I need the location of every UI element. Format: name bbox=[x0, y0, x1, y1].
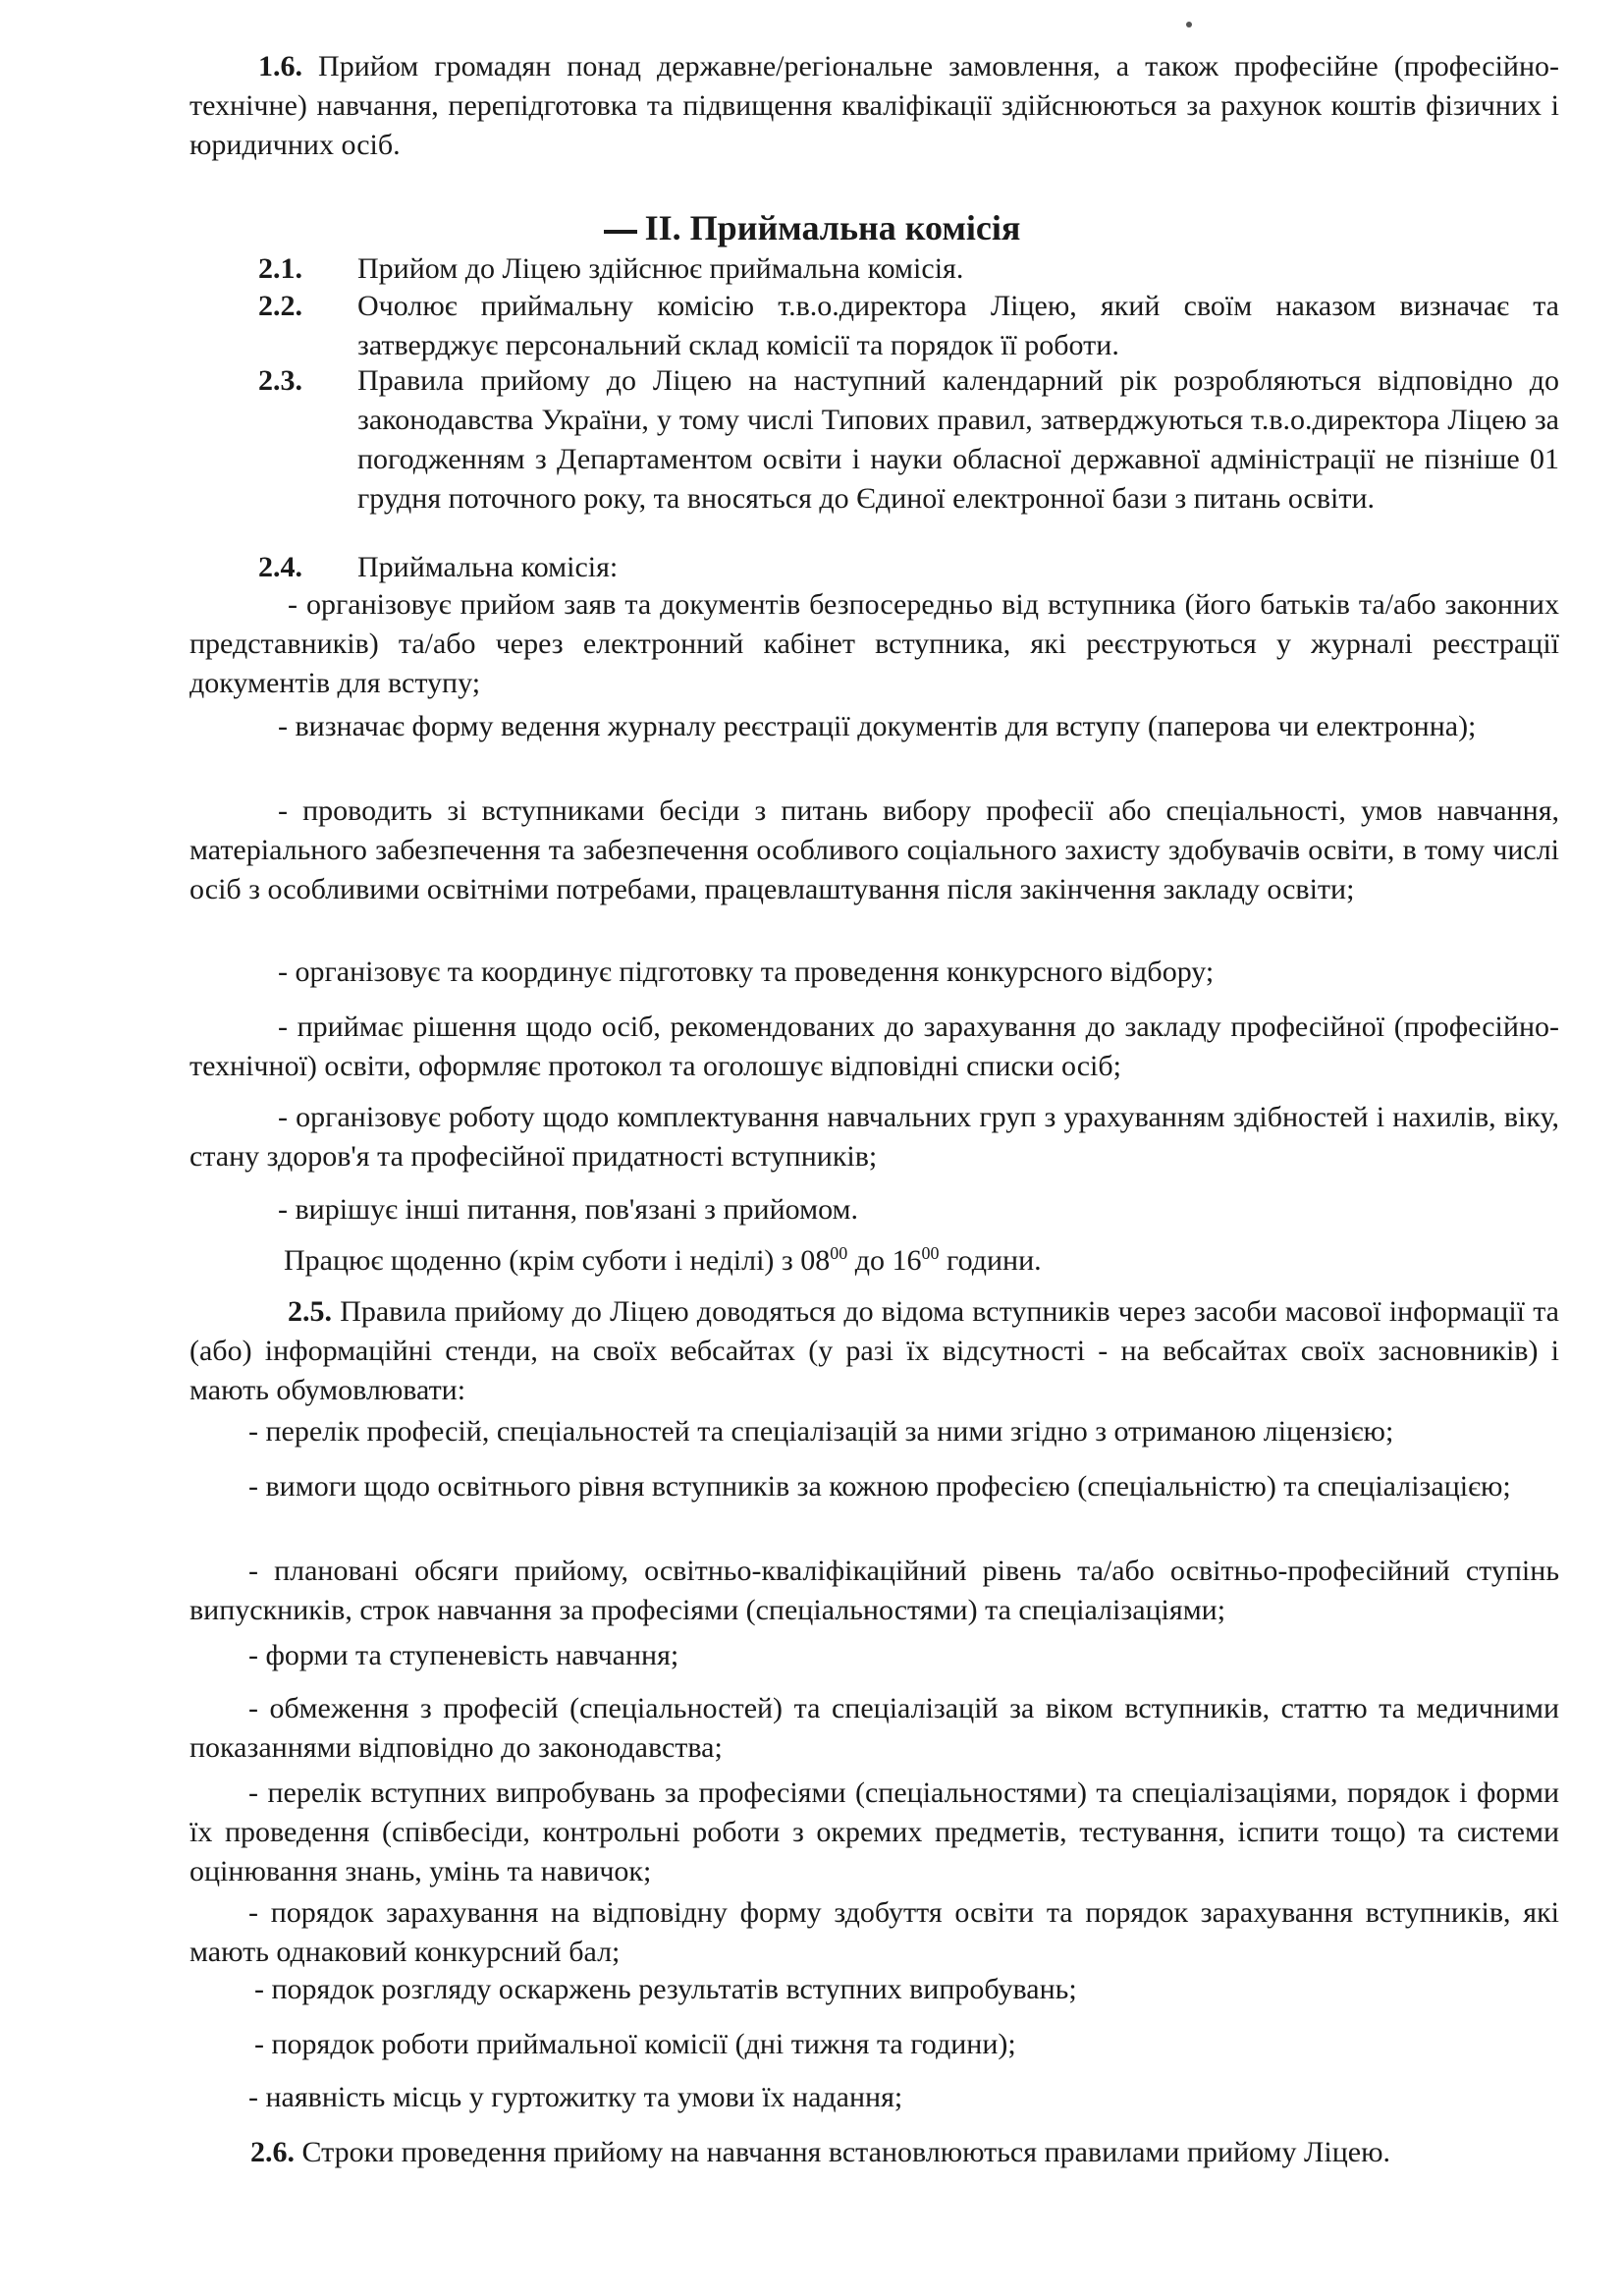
paragraph-number: 2.5. bbox=[288, 1295, 332, 1328]
item-number: 2.2. bbox=[258, 290, 302, 322]
item-number: 2.1. bbox=[258, 252, 302, 285]
paragraph-2-6 bbox=[189, 2133, 1559, 2172]
duty-item: - організовує роботу щодо комплектування навчальних груп з урахуванням здібностей і нахилів, віку, стану здоров'я та професійної придатності вступників; bbox=[189, 1101, 1559, 1173]
item-2-3 bbox=[258, 361, 1559, 519]
working-hours: Працює щоденно (крім суботи і неділі) з $08^{00}$ до $16^{00}$ години. bbox=[284, 1243, 1042, 1277]
section-heading bbox=[0, 206, 1624, 249]
scan-speck bbox=[1186, 22, 1192, 27]
item-text: Приймальна комісія: bbox=[357, 551, 619, 583]
paragraph-1-6 bbox=[189, 47, 1559, 165]
rule-item: - перелік вступних випробувань за професіями (спеціальностями) та спеціалізаціями, порядок і форми їх проведення (співбесіди, контрольні роботи з окремих предметів, тестування, іспити тощо) та системи оцінювання знань, умінь та навичок; bbox=[189, 1777, 1559, 1887]
rule-item: - порядок роботи приймальної комісії (дні тижня та години); bbox=[254, 2028, 1016, 2060]
handwritten-dash-mark bbox=[604, 230, 637, 234]
item-text: Очолює приймальну комісію т.в.о.директора Ліцею, який своїм наказом визначає та затверджує персональний склад комісії та порядок її роботи. bbox=[357, 290, 1559, 361]
duty-item: - організовує та координує підготовку та проведення конкурсного відбору; bbox=[278, 956, 1215, 988]
paragraph-number: 2.6. bbox=[250, 2136, 295, 2168]
rule-item: - обмеження з професій (спеціальностей) та спеціалізацій за віком вступників, статтю та медичними показаннями відповідно до законодавства; bbox=[189, 1692, 1559, 1764]
item-number: 2.4. bbox=[258, 551, 302, 583]
rule-item: - наявність місць у гуртожитку та умови їх надання; bbox=[248, 2081, 903, 2113]
rule-item: - порядок розгляду оскаржень результатів вступних випробувань; bbox=[254, 1973, 1077, 2005]
item-2-1 bbox=[258, 249, 1559, 289]
rule-item: - вимоги щодо освітнього рівня вступників за кожною професією (спеціальністю) та спеціалізацією; bbox=[248, 1470, 1511, 1503]
rule-item: - форми та ступеневість навчання; bbox=[248, 1639, 679, 1671]
duty-item: - проводить зі вступниками бесіди з питань вибору професії або спеціальності, умов навчання, матеріального забезпечення та забезпечення особливого соціального захисту здобувачів освіти, в тому числі осіб з особливими освітніми потребами, працевлаштування після закінчення закладу освіти; bbox=[189, 794, 1559, 905]
duty-item: - визначає форму ведення журналу реєстрації документів для вступу (паперова чи електронна); bbox=[278, 710, 1477, 742]
duty-item: - приймає рішення щодо осіб, рекомендованих до зарахування до закладу професійної (професійно-технічної) освіти, оформляє протокол та оголошує відповідні списки осіб; bbox=[189, 1011, 1559, 1082]
paragraph-2-5 bbox=[189, 1292, 1559, 1410]
item-text: Прийом до Ліцею здійснює приймальна комісія. bbox=[357, 252, 964, 285]
duty-item: - вирішує інші питання, пов'язані з прийомом. bbox=[278, 1193, 858, 1226]
paragraph-text: Строки проведення прийому на навчання встановлюються правилами прийому Ліцею. bbox=[301, 2136, 1391, 2168]
item-text: Правила прийому до Ліцею на наступний календарний рік розробляються відповідно до законодавства України, у тому числі Типових правил, затверджуються т.в.о.директора Ліцею за погодженням з Департаментом освіти і науки обласної державної адміністрації не пізніше 01 грудня поточного року, та вносяться до Єдиної електронної бази з питань освіти. bbox=[357, 364, 1559, 515]
item-2-2 bbox=[258, 287, 1559, 365]
item-number: 2.3. bbox=[258, 364, 302, 397]
paragraph-text: Правила прийому до Ліцею доводяться до відома вступників через засоби масової інформації та (або) інформаційні стенди, на своїх вебсайтах (у разі їх відсутності - на вебсайтах своїх засновників) і мають обумовлювати: bbox=[189, 1295, 1559, 1406]
section-title: ІІ. Приймальна комісія bbox=[644, 208, 1021, 247]
paragraph-number: 1.6. bbox=[258, 50, 302, 82]
item-2-4 bbox=[258, 548, 1559, 587]
rule-item: - перелік професій, спеціальностей та спеціалізацій за ними згідно з отриманою ліцензією; bbox=[248, 1415, 1394, 1448]
rule-item: - порядок зарахування на відповідну форму здобуття освіти та порядок зарахування вступників, які мають однаковий конкурсний бал; bbox=[189, 1896, 1559, 1968]
rule-item: - плановані обсяги прийому, освітньо-кваліфікаційний рівень та/або освітньо-професійний ступінь випускників, строк навчання за професіями (спеціальностями) та спеціалізаціями; bbox=[189, 1555, 1559, 1626]
duty-item: - організовує прийом заяв та документів безпосередньо від вступника (його батьків та/або законних представників) та/або через електронний кабінет вступника, які реєструються у журналі реєстрації документів для вступу; bbox=[189, 588, 1559, 699]
paragraph-text: Прийом громадян понад державне/регіональне замовлення, а також професійне (професійно-технічне) навчання, перепідготовка та підвищення кваліфікації здійснюються за рахунок коштів фізичних і юридичних осіб. bbox=[189, 50, 1559, 161]
